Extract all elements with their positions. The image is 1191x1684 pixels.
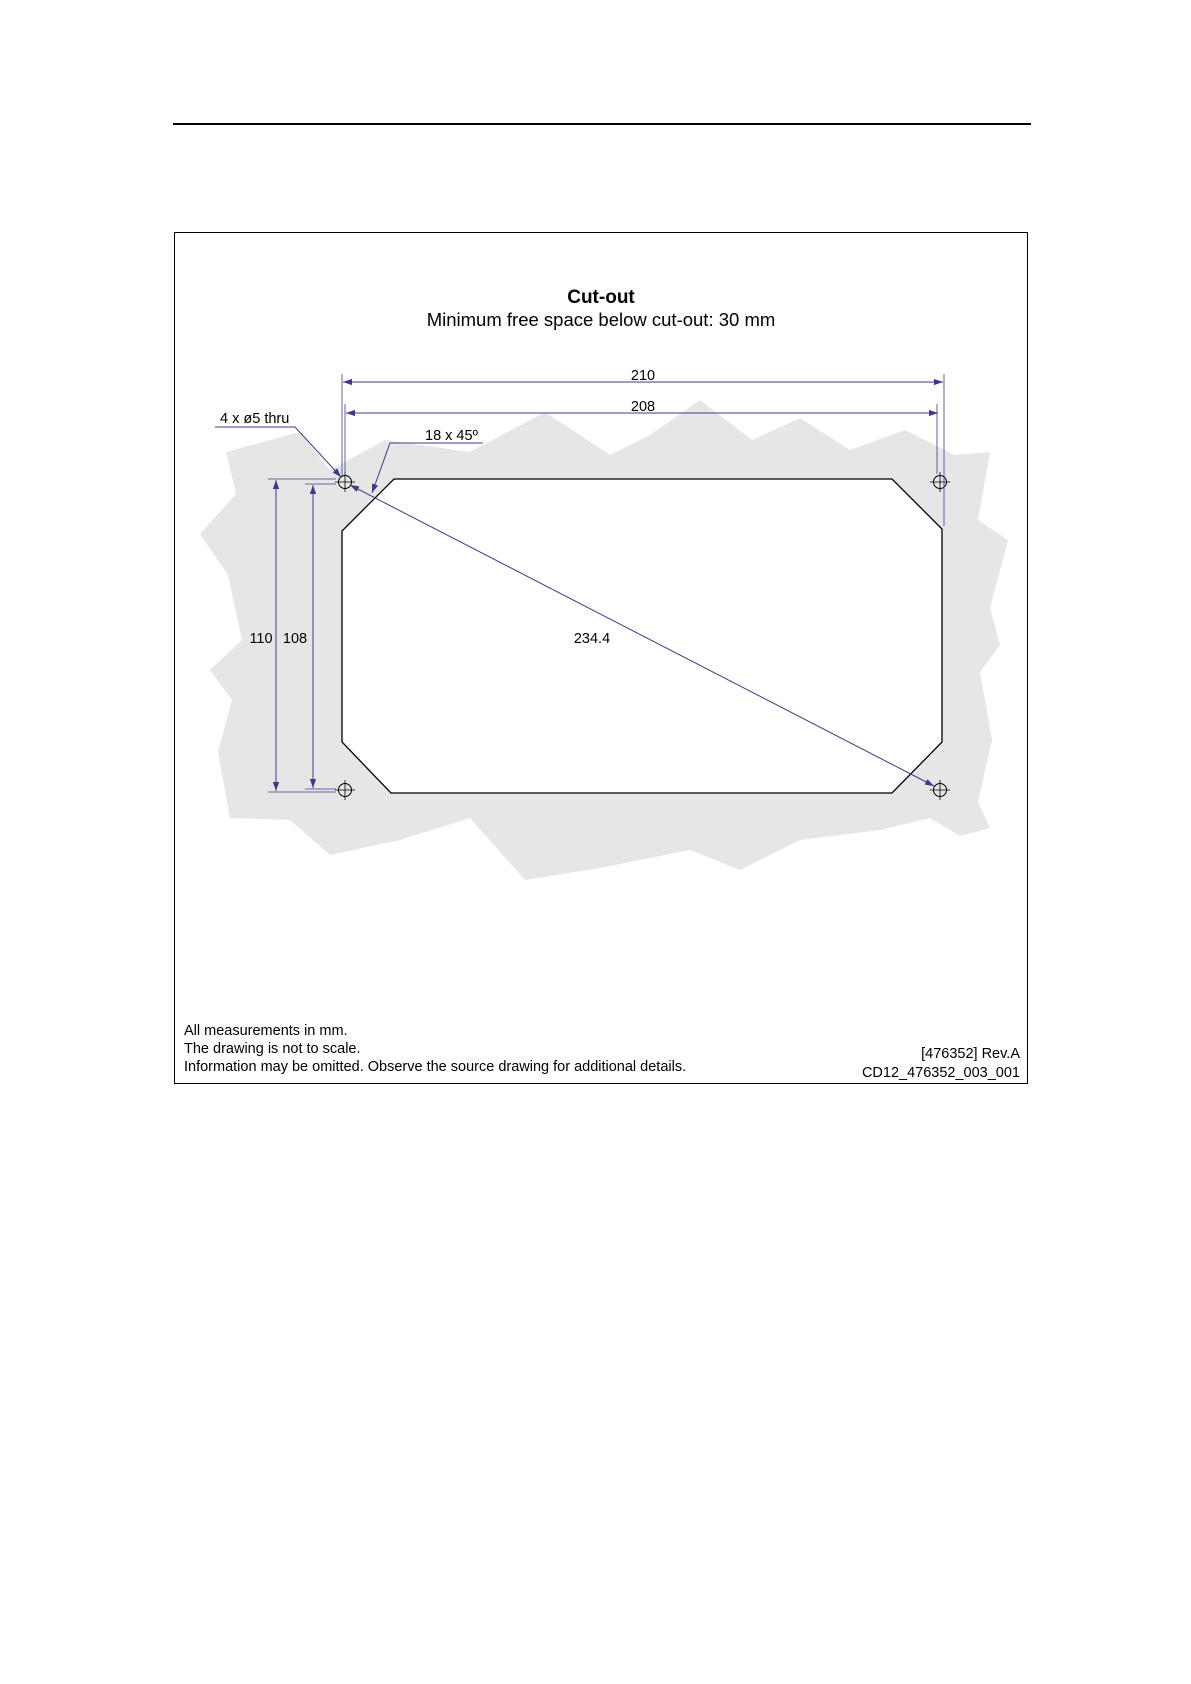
dimension-label-108: 108 (282, 631, 308, 647)
reference-revision: [476352] Rev.A (921, 1046, 1020, 1062)
chamfer-label: 18 x 45º (425, 428, 478, 444)
holes-label: 4 x ø5 thru (220, 411, 290, 427)
note-scale: The drawing is not to scale. (184, 1041, 361, 1057)
note-omitted: Information may be omitted. Observe the source drawing for additional details. (184, 1059, 687, 1075)
dimension-label-110: 110 (249, 631, 273, 647)
note-units: All measurements in mm. (184, 1023, 348, 1039)
drawing-title: Cut-out (567, 287, 635, 308)
drawing-subtitle: Minimum free space below cut-out: 30 mm (426, 309, 776, 330)
drawing-id: CD12_476352_003_001 (861, 1065, 1020, 1081)
dimension-label-diagonal: 234.4 (573, 631, 611, 647)
dimension-label-208: 208 (630, 399, 656, 415)
dimension-label-210: 210 (630, 368, 656, 384)
